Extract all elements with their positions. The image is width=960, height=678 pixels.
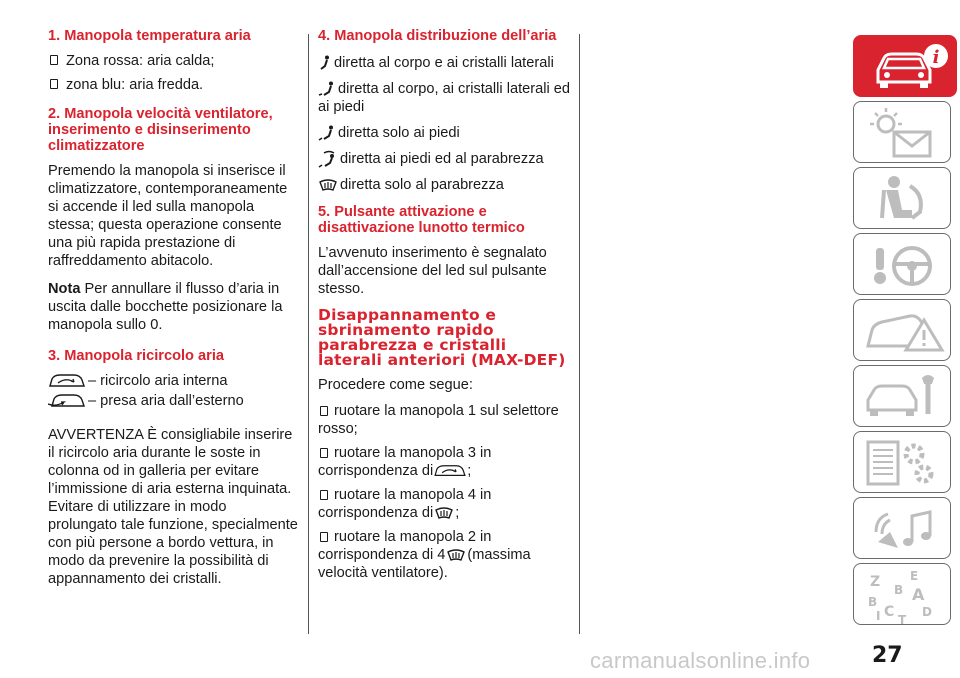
svg-text:B: B: [894, 583, 904, 597]
tab-index[interactable]: [853, 563, 951, 625]
heading-air-distribution-knob: 4. Manopola distribuzione dell’aria: [318, 28, 557, 44]
outside-air-icon: [48, 393, 86, 409]
recirculation-icon: [48, 373, 86, 389]
emergency-icon: [854, 300, 952, 362]
index-icon: [854, 564, 952, 626]
list-item: diretta ai piedi ed al parabrezza: [318, 150, 570, 168]
svg-text:D: D: [922, 605, 932, 619]
heading-recirculation-knob: 3. Manopola ricircolo aria: [48, 348, 224, 364]
svg-text:E: E: [910, 569, 919, 583]
svg-text:C: C: [884, 604, 895, 620]
heading-fan-speed-knob: 2. Manopola velocità ventilatore, inserimento e disinserimento climatizzatore: [48, 106, 273, 154]
watermark: carmanualsonline.info: [590, 648, 811, 673]
bullet-icon: [320, 448, 328, 458]
list-item: zona blu: aria fredda.: [48, 76, 298, 94]
bullet-icon: [320, 406, 328, 416]
list-item: ruotare la manopola 3 in corrispondenza di ;: [318, 445, 492, 480]
section-title: Disappannamento e sbrinamento rapido parabrezza e cristalli laterali anteriori (MAX-DEF): [318, 306, 566, 370]
specifications-icon: [854, 432, 952, 494]
windscreen-icon: [433, 506, 455, 520]
tab-maintenance[interactable]: [853, 365, 951, 427]
feet-windscreen-icon: [318, 150, 338, 168]
body-feet-icon: [318, 81, 336, 97]
paragraph: Premendo la manopola si inserisce il climatizzatore, contemporaneamente si accende il led sulla manopola stessa; questa operazione consente una più rapida prestazione di raffreddamento abitacolo.: [48, 163, 288, 269]
multimedia-icon: [854, 498, 952, 560]
bullet-icon: [320, 532, 328, 542]
svg-text:i: i: [932, 47, 940, 68]
svg-text:I: I: [876, 609, 881, 623]
body-windows-icon: [318, 55, 332, 71]
right-column: [318, 28, 570, 588]
tab-specifications[interactable]: [853, 431, 951, 493]
heading-temperature-knob: 1. Manopola temperatura aria: [48, 28, 251, 44]
note: Nota Per annullare il flusso d’aria in uscita dalle bocchette posizionare la manopola sullo 0.: [48, 281, 283, 333]
windscreen-icon: [318, 178, 338, 192]
tab-emergency[interactable]: [853, 299, 951, 361]
tab-warning-lights[interactable]: [853, 101, 951, 163]
column-divider: [579, 34, 580, 634]
bullet-icon: [320, 490, 328, 500]
column-divider: [308, 34, 309, 634]
svg-text:A: A: [912, 585, 925, 604]
list-item: – ricircolo aria interna: [48, 372, 298, 390]
paragraph: L’avvenuto inserimento è segnalato dall’accensione del led sul pulsante stesso.: [318, 245, 547, 298]
left-column: [48, 28, 298, 598]
list-item: diretta solo ai piedi: [318, 124, 570, 142]
list-item: – presa aria dall’esterno: [48, 392, 298, 410]
list-item: diretta al corpo, ai cristalli laterali ed ai piedi: [318, 81, 570, 115]
list-item: diretta solo al parabrezza: [318, 176, 570, 194]
tab-multimedia[interactable]: [853, 497, 951, 559]
page-number: 27: [872, 643, 903, 668]
warning-paragraph: AVVERTENZA È consigliabile inserire il ricircolo aria durante le soste in colonna od in galleria per evitare l’immissione di aria esterna inquinata. Evitare di utilizzare in modo prolungato tale funzione, specialmente con più persone a bordo vettura, in modo da prevenire la possibilità di appannamento dei cristalli.: [48, 427, 298, 587]
list-item: ruotare la manopola 1 sul selettore rosso;: [318, 403, 559, 438]
list-item: ruotare la manopola 2 in corrispondenza di 4 (massima velocità ventilatore).: [318, 529, 531, 582]
svg-text:T: T: [898, 613, 907, 626]
svg-text:Z: Z: [870, 574, 881, 590]
tab-starting-driving[interactable]: [853, 233, 951, 295]
svg-text:B: B: [868, 595, 878, 609]
steering-wheel-icon: [854, 234, 952, 296]
bullet-icon: [50, 55, 58, 65]
tab-safety[interactable]: [853, 167, 951, 229]
paragraph: Procedere come segue:: [318, 377, 473, 394]
recirculation-icon: [433, 464, 467, 478]
list-item: diretta al corpo e ai cristalli laterali: [318, 54, 570, 72]
bullet-icon: [50, 79, 58, 89]
list-item: ruotare la manopola 4 in corrispondenza di ;: [318, 487, 492, 522]
heading-rear-window-button: 5. Pulsante attivazione e disattivazione lunotto termico: [318, 204, 525, 237]
tab-car-info[interactable]: [853, 35, 957, 97]
car-info-icon: [854, 36, 958, 98]
safety-seat-icon: [854, 168, 952, 230]
windscreen-icon: [445, 548, 467, 562]
list-item: Zona rossa: aria calda;: [48, 52, 298, 70]
maintenance-icon: [854, 366, 952, 428]
feet-icon: [318, 125, 336, 141]
warning-lights-icon: [854, 102, 952, 164]
